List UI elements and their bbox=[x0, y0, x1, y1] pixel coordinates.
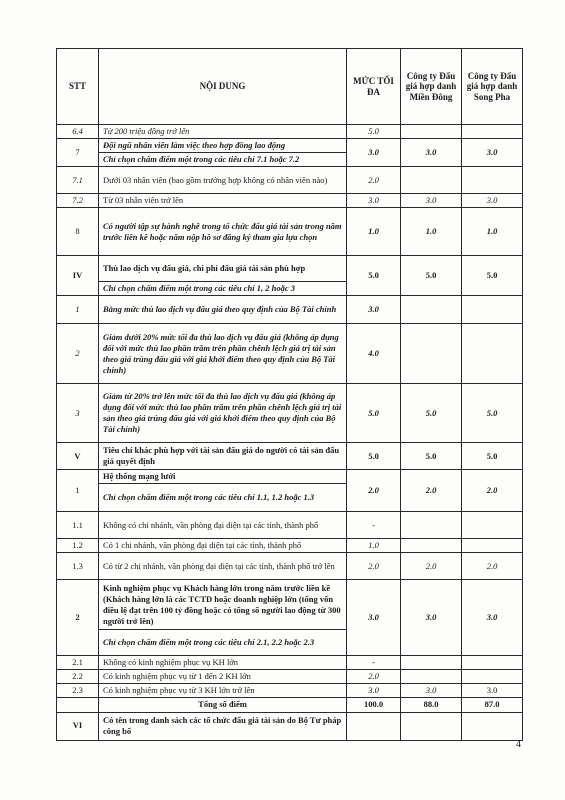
row-stt: 1.1 bbox=[57, 512, 99, 539]
row-content: Có kinh nghiệm phục vụ từ 1 đến 2 KH lớn bbox=[99, 670, 347, 684]
row-content-note: Chỉ chọn chấm điểm một trong các tiêu chí 2.1, 2.2 hoặc 2.3 bbox=[99, 630, 347, 656]
row-company-2: 5.0 bbox=[462, 443, 523, 470]
row-max bbox=[347, 712, 401, 740]
row-company-2: 1.0 bbox=[462, 208, 523, 256]
row-stt: 1 bbox=[57, 470, 99, 512]
row-content: Từ 200 triệu đồng trở lên bbox=[99, 125, 347, 139]
row-max: - bbox=[347, 656, 401, 670]
row-content: Có kinh nghiệm phục vụ từ 3 KH lớn trở lên bbox=[99, 684, 347, 698]
row-content: Giảm dưới 20% mức tối đa thù lao dịch vụ đấu giá (không áp dụng đối với mức thù lao phần trăm trên phần chênh lệch giá trị tài sản theo giá trúng đấu giá với giá khởi điểm theo quy định của Bộ Tài chính) bbox=[99, 324, 347, 384]
row-content: Không có kinh nghiệm phục vụ KH lớn bbox=[99, 656, 347, 670]
row-max: 3.0 bbox=[347, 296, 401, 324]
row-company-1: 3.0 bbox=[401, 580, 462, 656]
row-max: 4.0 bbox=[347, 324, 401, 384]
row-company-2: 2.0 bbox=[462, 470, 523, 512]
row-content: Có 1 chi nhánh, văn phòng đại diện tại các tỉnh, thành phố bbox=[99, 539, 347, 553]
row-max: 2.0 bbox=[347, 470, 401, 512]
row-company-2 bbox=[462, 125, 523, 139]
row-company-2 bbox=[462, 296, 523, 324]
row-max: 5.0 bbox=[347, 125, 401, 139]
row-company-1 bbox=[401, 712, 462, 740]
row-content: Từ 03 nhân viên trở lên bbox=[99, 194, 347, 208]
row-max: 3.0 bbox=[347, 139, 401, 167]
page-number: 4 bbox=[516, 739, 521, 750]
row-content: Có người tập sự hành nghề trong tổ chức đấu giá tài sản trong năm trước liền kề hoặc năm nộp hồ sơ đăng ký tham gia lựa chọn bbox=[99, 208, 347, 256]
row-stt: 7.2 bbox=[57, 194, 99, 208]
row-max: 3.0 bbox=[347, 580, 401, 656]
row-company-1: 3.0 bbox=[401, 139, 462, 167]
table-row bbox=[57, 384, 523, 443]
row-content-note: Chỉ chọn chấm điểm một trong các tiêu chí 1.1, 1.2 hoặc 1.3 bbox=[99, 484, 347, 512]
row-max: 1.0 bbox=[347, 208, 401, 256]
table-row bbox=[57, 670, 523, 684]
row-max: 1.0 bbox=[347, 539, 401, 553]
table-row bbox=[57, 256, 523, 282]
header-company-2: Công ty Đấu giá hợp danh Song Pha bbox=[462, 49, 523, 125]
table-row bbox=[57, 324, 523, 384]
row-stt: 1.3 bbox=[57, 553, 99, 580]
table-row bbox=[57, 125, 523, 139]
table-row bbox=[57, 553, 523, 580]
row-company-1: 3.0 bbox=[401, 194, 462, 208]
row-company-2 bbox=[462, 324, 523, 384]
row-stt: 7.1 bbox=[57, 167, 99, 194]
total-max: 100.0 bbox=[347, 698, 401, 712]
table-row bbox=[57, 512, 523, 539]
row-company-1 bbox=[401, 670, 462, 684]
table-row bbox=[57, 539, 523, 553]
row-company-2: 3.0 bbox=[462, 684, 523, 698]
table-row bbox=[57, 443, 523, 470]
row-content: Không có chi nhánh, văn phòng đại diện tại các tỉnh, thành phố bbox=[99, 512, 347, 539]
row-company-1: 5.0 bbox=[401, 443, 462, 470]
table-row bbox=[57, 296, 523, 324]
row-content: Giảm từ 20% trở lên mức tối đa thù lao dịch vụ đấu giá (không áp dụng đối với mức thù lao phần trăm trên phần chênh lệch giá trị tài sản theo giá trúng đấu giá với giá khởi điểm theo quy định của Bộ Tài chính) bbox=[99, 384, 347, 443]
row-company-2 bbox=[462, 512, 523, 539]
row-company-1 bbox=[401, 324, 462, 384]
table-row bbox=[57, 712, 523, 740]
row-company-2 bbox=[462, 539, 523, 553]
row-stt: 3 bbox=[57, 384, 99, 443]
row-max: - bbox=[347, 512, 401, 539]
row-max: 3.0 bbox=[347, 194, 401, 208]
row-company-2 bbox=[462, 670, 523, 684]
row-stt: IV bbox=[57, 256, 99, 296]
scoring-table bbox=[56, 48, 523, 741]
row-company-2 bbox=[462, 656, 523, 670]
row-stt: 2 bbox=[57, 580, 99, 656]
row-max: 3.0 bbox=[347, 684, 401, 698]
row-company-2: 2.0 bbox=[462, 553, 523, 580]
row-content: Tiêu chí khác phù hợp với tài sản đấu giá do người có tài sản đấu giá quyết định bbox=[99, 443, 347, 470]
row-company-1: 3.0 bbox=[401, 684, 462, 698]
row-company-2: 3.0 bbox=[462, 194, 523, 208]
row-stt: 2.1 bbox=[57, 656, 99, 670]
header-muc-toi-da: MỨC TỐI ĐA bbox=[347, 49, 401, 125]
row-content: Đội ngũ nhân viên làm việc theo hợp đồng lao động bbox=[99, 139, 347, 153]
row-content: Bằng mức thù lao dịch vụ đấu giá theo quy định của Bộ Tài chính bbox=[99, 296, 347, 324]
row-stt: 2.3 bbox=[57, 684, 99, 698]
row-stt: 6.4 bbox=[57, 125, 99, 139]
total-company-2: 87.0 bbox=[462, 698, 523, 712]
total-label: Tổng số điểm bbox=[99, 698, 347, 712]
table-row bbox=[57, 656, 523, 670]
row-content: Có từ 2 chi nhánh, văn phòng đại diện tại các tỉnh, thành phố trở lên bbox=[99, 553, 347, 580]
row-content-note: Chỉ chọn chấm điểm một trong các tiêu chí 7.1 hoặc 7.2 bbox=[99, 153, 347, 167]
header-stt: STT bbox=[57, 49, 99, 125]
row-stt: 2.2 bbox=[57, 670, 99, 684]
row-content: Dưới 03 nhân viên (bao gồm trưởng hợp không có nhân viên nào) bbox=[99, 167, 347, 194]
row-company-2: 3.0 bbox=[462, 580, 523, 656]
row-max: 2.0 bbox=[347, 670, 401, 684]
row-max: 2.0 bbox=[347, 553, 401, 580]
row-content: Có tên trong danh sách các tổ chức đấu giá tài sản do Bộ Tư pháp công bố bbox=[99, 712, 347, 740]
row-company-2: 3.0 bbox=[462, 139, 523, 167]
row-stt: 8 bbox=[57, 208, 99, 256]
row-company-1: 2.0 bbox=[401, 553, 462, 580]
header-company-1: Công ty Đấu giá hợp danh Miền Đông bbox=[401, 49, 462, 125]
row-content: Hệ thống mạng lưới bbox=[99, 470, 347, 484]
row-company-2: 5.0 bbox=[462, 256, 523, 296]
row-company-1 bbox=[401, 125, 462, 139]
row-max: 5.0 bbox=[347, 256, 401, 296]
header-noi-dung: NỘI DUNG bbox=[99, 49, 347, 125]
row-content: Kinh nghiệm phục vụ Khách hàng lớn trong năm trước liền kề (Khách hàng lớn là các TCTD hoặc doanh nghiệp lớn (tổng vốn điều lệ đạt trên 100 tỷ đồng hoặc có tổng số người lao động từ 300 người trở lên) bbox=[103, 582, 341, 626]
table-row bbox=[57, 208, 523, 256]
row-company-1: 2.0 bbox=[401, 470, 462, 512]
row-company-1 bbox=[401, 656, 462, 670]
table-row bbox=[57, 167, 523, 194]
row-company-1 bbox=[401, 539, 462, 553]
row-stt: 1 bbox=[57, 296, 99, 324]
row-max: 5.0 bbox=[347, 384, 401, 443]
row-company-2 bbox=[462, 167, 523, 194]
total-company-1: 88.0 bbox=[401, 698, 462, 712]
row-company-2: 5.0 bbox=[462, 384, 523, 443]
table-header-row bbox=[57, 49, 523, 125]
row-content: Thù lao dịch vụ đấu giá, chi phí đấu giá tài sản phù hợp bbox=[99, 256, 347, 282]
row-stt: 1.2 bbox=[57, 539, 99, 553]
row-company-1: 5.0 bbox=[401, 384, 462, 443]
row-company-1 bbox=[401, 296, 462, 324]
table-row bbox=[57, 194, 523, 208]
table-row bbox=[57, 684, 523, 698]
row-company-2 bbox=[462, 712, 523, 740]
table-row bbox=[57, 580, 523, 630]
row-content-note: Chỉ chọn chấm điểm một trong các tiêu chí 1, 2 hoặc 3 bbox=[99, 282, 347, 296]
row-max: 5.0 bbox=[347, 443, 401, 470]
row-max: 2.0 bbox=[347, 167, 401, 194]
row-stt: VI bbox=[57, 712, 99, 740]
row-company-1: 1.0 bbox=[401, 208, 462, 256]
row-content bbox=[99, 580, 347, 630]
row-stt: V bbox=[57, 443, 99, 470]
row-stt bbox=[57, 698, 99, 712]
row-stt: 7 bbox=[57, 139, 99, 167]
total-row bbox=[57, 698, 523, 712]
row-company-1 bbox=[401, 512, 462, 539]
table-row bbox=[57, 139, 523, 153]
table-row bbox=[57, 470, 523, 484]
row-company-1 bbox=[401, 167, 462, 194]
row-stt: 2 bbox=[57, 324, 99, 384]
row-company-1: 5.0 bbox=[401, 256, 462, 296]
